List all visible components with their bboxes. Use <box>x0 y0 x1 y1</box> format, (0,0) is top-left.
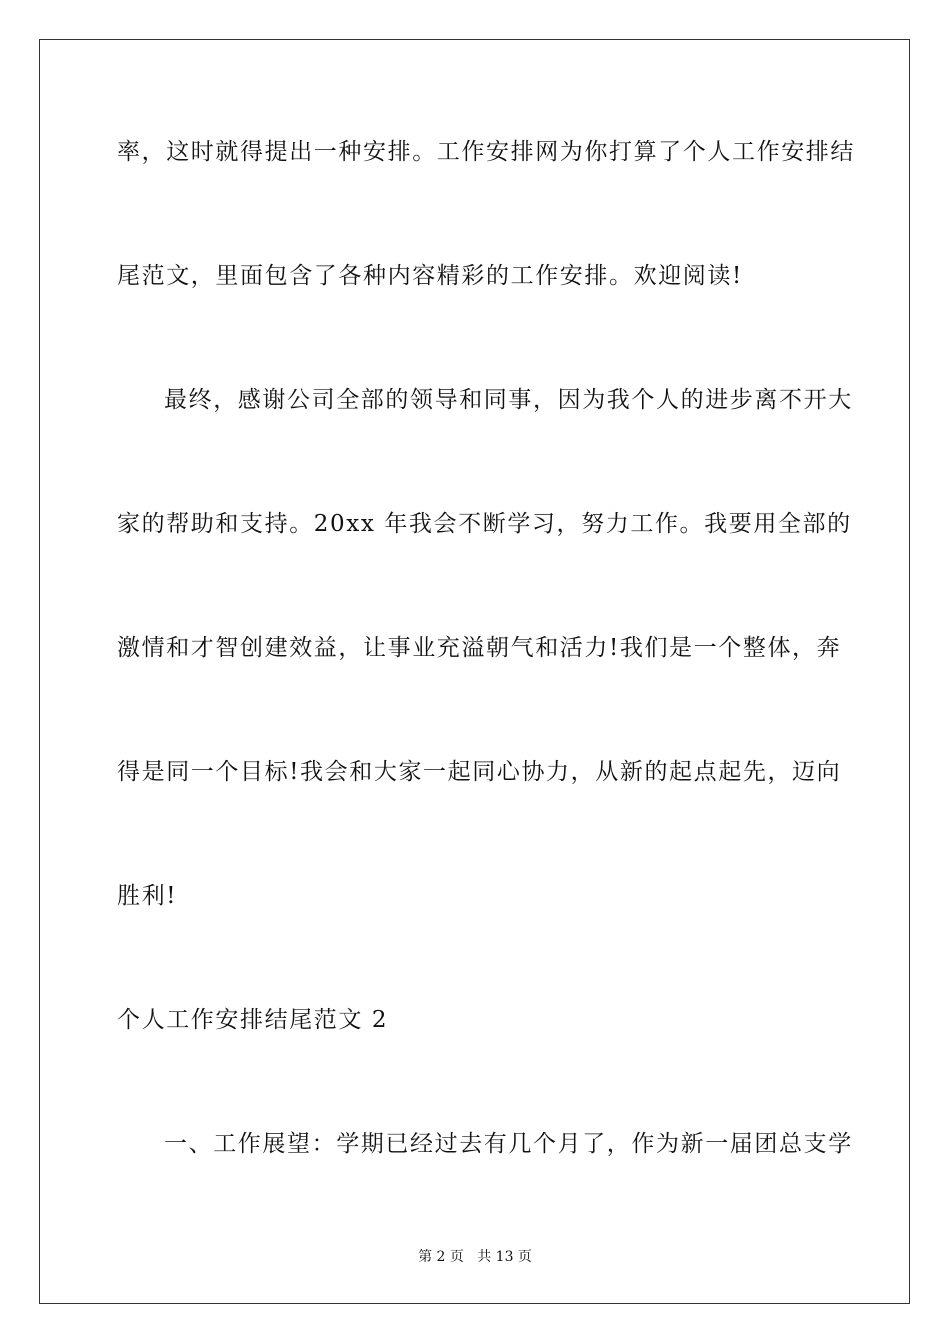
page-border <box>39 39 910 1304</box>
page-number: 第 2 页 共 13 页 <box>418 1249 532 1265</box>
paragraph-line: 激情和才智创建效益，让事业充溢朝气和活力!我们是一个整体，奔 <box>117 635 842 661</box>
paragraph-line: 胜利! <box>117 883 178 909</box>
paragraph-line: 得是同一个目标!我会和大家一起同心协力，从新的起点起先，迈向 <box>117 759 842 785</box>
paragraph-line: 尾范文，里面包含了各种内容精彩的工作安排。欢迎阅读! <box>117 263 743 289</box>
paragraph-line: 率，这时就得提出一种安排。工作安排网为你打算了个人工作安排结 <box>117 139 855 165</box>
paragraph-line: 一、工作展望：学期已经过去有几个月了，作为新一届团总支学 <box>164 1131 853 1157</box>
section-heading: 个人工作安排结尾范文 2 <box>117 1007 389 1033</box>
paragraph-line: 最终，感谢公司全部的领导和同事，因为我个人的进步离不开大 <box>164 387 853 413</box>
paragraph-line: 家的帮助和支持。20xx 年我会不断学习，努力工作。我要用全部的 <box>117 511 852 537</box>
